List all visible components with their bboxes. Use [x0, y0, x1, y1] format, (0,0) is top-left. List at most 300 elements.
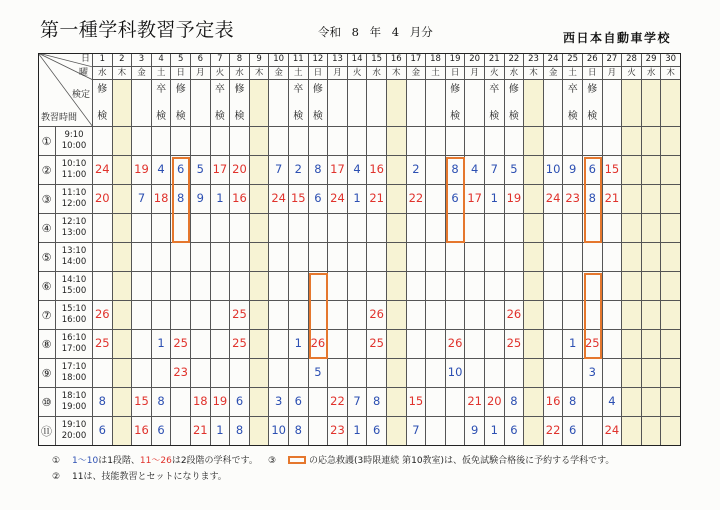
schedule-cell — [348, 214, 368, 243]
slot-number-cell — [38, 359, 56, 388]
schedule-cell — [642, 388, 662, 417]
schedule-cell — [446, 301, 466, 330]
slot-end-time: 20:00 — [61, 431, 87, 441]
schedule-cell — [132, 359, 152, 388]
schedule-cell — [171, 272, 191, 301]
day-number: 30 — [665, 54, 677, 65]
schedule-cell — [387, 330, 407, 359]
schedule-cell — [544, 243, 564, 272]
note-marker: ① — [52, 456, 61, 466]
lecture-number: 21 — [604, 191, 620, 206]
schedule-cell — [563, 156, 583, 185]
exam-cell — [191, 80, 211, 127]
lecture-number: 7 — [275, 162, 283, 177]
weekday-cell — [328, 67, 348, 80]
schedule-cell — [485, 330, 505, 359]
schedule-cell — [446, 243, 466, 272]
schedule-cell — [348, 359, 368, 388]
lecture-number: 4 — [608, 394, 616, 409]
schedule-cell — [661, 214, 681, 243]
day-number: 12 — [312, 54, 324, 65]
schedule-cell — [485, 272, 505, 301]
schedule-cell — [524, 388, 544, 417]
lecture-number: 23 — [565, 191, 580, 206]
lecture-number: 25 — [232, 336, 247, 351]
schedule-table — [38, 53, 681, 446]
schedule-cell — [132, 243, 152, 272]
schedule-cell — [642, 417, 662, 446]
lecture-number: 6 — [294, 394, 302, 409]
day-number: 1 — [99, 54, 105, 65]
exam-mark: 検 — [489, 111, 500, 122]
schedule-cell — [465, 388, 485, 417]
lecture-number: 26 — [506, 307, 522, 322]
schedule-cell — [603, 127, 623, 156]
schedule-cell — [387, 417, 407, 446]
weekday: 火 — [627, 67, 636, 78]
note-text: 11は、技能教習とセットになります。 — [72, 472, 227, 482]
schedule-cell — [348, 388, 368, 417]
legend-box-icon — [288, 456, 306, 464]
schedule-cell — [230, 214, 250, 243]
lecture-number: 1 — [216, 191, 224, 206]
slot-number-cell — [38, 301, 56, 330]
schedule-cell — [367, 243, 387, 272]
schedule-cell — [269, 388, 289, 417]
schedule-cell — [289, 156, 309, 185]
day-number-cell — [367, 53, 387, 67]
day-number: 2 — [119, 54, 125, 65]
day-number-cell — [544, 53, 564, 67]
schedule-cell — [113, 388, 133, 417]
schedule-cell — [309, 359, 329, 388]
day-number: 4 — [158, 54, 164, 65]
slot-time-cell — [56, 330, 93, 359]
day-number: 19 — [449, 54, 461, 65]
schedule-cell — [367, 185, 387, 214]
schedule-cell — [505, 127, 525, 156]
day-number-cell — [426, 53, 446, 67]
lecture-number: 8 — [235, 423, 244, 438]
weekday-cell — [524, 67, 544, 80]
note-text: は1段階、 — [98, 456, 140, 466]
schedule-cell — [269, 185, 289, 214]
schedule-cell — [113, 417, 133, 446]
lecture-number: 8 — [98, 394, 106, 409]
schedule-cell — [642, 214, 662, 243]
lecture-number: 6 — [588, 162, 596, 177]
schedule-cell — [583, 127, 603, 156]
schedule-cell — [367, 272, 387, 301]
schedule-cell — [269, 243, 289, 272]
weekday: 火 — [352, 67, 362, 78]
exam-cell — [328, 80, 348, 127]
schedule-cell — [152, 214, 172, 243]
schedule-cell — [505, 301, 525, 330]
lecture-number: 21 — [369, 191, 384, 206]
exam-type: 卒 — [293, 84, 304, 95]
schedule-cell — [603, 185, 623, 214]
slot-start-time: 9:10 — [64, 130, 84, 140]
page-title: 第一種学科教習予定表 — [40, 19, 235, 41]
day-number-cell — [152, 53, 172, 67]
lecture-number: 22 — [545, 423, 561, 438]
lecture-number: 26 — [447, 336, 463, 351]
schedule-cell — [387, 127, 407, 156]
schedule-cell — [603, 417, 623, 446]
lecture-number: 15 — [408, 394, 424, 409]
weekday-cell — [544, 67, 564, 80]
schedule-cell — [465, 243, 485, 272]
slot-number-cell — [38, 388, 56, 417]
slot-start-time: 11:10 — [61, 188, 87, 198]
schedule-cell — [171, 243, 191, 272]
schedule-cell — [524, 127, 544, 156]
schedule-cell — [348, 243, 368, 272]
day-number-cell — [348, 53, 368, 67]
day-number: 26 — [586, 54, 598, 65]
schedule-cell — [505, 388, 525, 417]
lecture-number: 19 — [212, 394, 228, 409]
exam-cell — [485, 80, 505, 127]
schedule-cell — [642, 272, 662, 301]
schedule-cell — [622, 185, 642, 214]
schedule-cell — [152, 417, 172, 446]
schedule-cell — [211, 156, 231, 185]
schedule-cell — [211, 301, 231, 330]
lecture-number: 5 — [314, 365, 322, 380]
schedule-cell — [465, 185, 485, 214]
schedule-cell — [132, 417, 152, 446]
schedule-cell — [152, 359, 172, 388]
schedule-cell — [113, 272, 133, 301]
schedule-cell — [387, 359, 407, 388]
exam-cell — [348, 80, 368, 127]
exam-cell — [171, 80, 191, 127]
lecture-number: 16 — [232, 191, 247, 206]
lecture-number: 15 — [604, 162, 620, 177]
day-number: 17 — [410, 54, 422, 65]
weekday: 日 — [588, 67, 597, 78]
schedule-cell — [387, 301, 407, 330]
schedule-cell — [230, 272, 250, 301]
schedule-cell — [426, 330, 446, 359]
schedule-cell — [113, 301, 133, 330]
weekday-cell — [250, 67, 270, 80]
weekday: 月 — [333, 67, 342, 78]
schedule-cell — [269, 156, 289, 185]
note-marker: ③ — [268, 456, 277, 466]
slot-number: ⑩ — [41, 395, 52, 409]
weekday: 水 — [509, 67, 519, 78]
schedule-cell — [367, 301, 387, 330]
lecture-number: 1 — [569, 336, 577, 351]
exam-cell — [269, 80, 289, 127]
lecture-number: 16 — [545, 394, 561, 409]
lecture-number: 25 — [369, 336, 384, 351]
schedule-cell — [309, 388, 329, 417]
schedule-cell — [642, 330, 662, 359]
weekday-cell — [446, 67, 466, 80]
schedule-cell — [132, 185, 152, 214]
lecture-number: 6 — [235, 394, 244, 409]
emergency-lecture-box — [584, 157, 603, 243]
schedule-cell — [524, 272, 544, 301]
schedule-cell — [230, 185, 250, 214]
lecture-number: 23 — [330, 423, 345, 438]
weekday: 木 — [666, 67, 675, 78]
schedule-cell — [250, 156, 270, 185]
slot-number: ② — [41, 163, 52, 177]
weekday: 土 — [294, 67, 303, 78]
schedule-cell — [465, 417, 485, 446]
schedule-cell — [289, 214, 309, 243]
schedule-cell — [661, 359, 681, 388]
exam-mark: 検 — [508, 111, 519, 122]
exam-type: 卒 — [156, 84, 167, 95]
lecture-number: 25 — [173, 336, 188, 351]
schedule-cell — [93, 388, 113, 417]
day-number-cell — [622, 53, 642, 67]
lecture-number: 24 — [604, 423, 620, 438]
weekday: 火 — [215, 67, 225, 78]
schedule-cell — [465, 127, 485, 156]
schedule-cell — [661, 330, 681, 359]
schedule-cell — [250, 330, 270, 359]
schedule-cell — [622, 359, 642, 388]
lecture-number: 9 — [471, 423, 479, 438]
lecture-number: 17 — [330, 162, 345, 177]
lecture-number: 25 — [94, 336, 110, 351]
weekday-cell — [426, 67, 446, 80]
schedule-cell — [524, 185, 544, 214]
schedule-cell — [661, 127, 681, 156]
schedule-cell — [191, 272, 211, 301]
schedule-cell — [387, 272, 407, 301]
day-number: 5 — [177, 54, 184, 65]
weekday-cell — [465, 67, 485, 80]
slot-time-cell — [56, 243, 93, 272]
slot-end-time: 10:00 — [61, 141, 87, 151]
lecture-number: 7 — [490, 162, 498, 177]
schedule-cell — [250, 417, 270, 446]
schedule-cell — [505, 243, 525, 272]
schedule-cell — [328, 301, 348, 330]
exam-cell — [642, 80, 662, 127]
day-number-cell — [211, 53, 231, 67]
schedule-cell — [387, 388, 407, 417]
day-number: 24 — [547, 54, 559, 65]
schedule-cell — [485, 185, 505, 214]
weekday: 月 — [196, 67, 205, 78]
schedule-cell — [211, 388, 231, 417]
day-number: 15 — [371, 54, 383, 65]
lecture-number: 7 — [353, 394, 361, 409]
lecture-number: 10 — [545, 162, 561, 177]
lecture-number: 8 — [157, 394, 165, 409]
note-marker: ② — [52, 472, 61, 482]
slot-start-time: 13:10 — [61, 246, 87, 256]
slot-time-cell — [56, 301, 93, 330]
exam-type: 修 — [587, 84, 598, 95]
emergency-lecture-box — [446, 157, 465, 243]
slot-number: ⑦ — [41, 308, 52, 322]
schedule-cell — [289, 272, 309, 301]
weekday-cell — [387, 67, 407, 80]
schedule-cell — [622, 330, 642, 359]
lecture-number: 10 — [271, 423, 286, 438]
weekday-cell — [661, 67, 681, 80]
schedule-cell — [113, 359, 133, 388]
schedule-cell — [485, 214, 505, 243]
schedule-cell — [171, 388, 191, 417]
schedule-cell — [407, 156, 427, 185]
lecture-number: 15 — [290, 191, 306, 206]
schedule-cell — [113, 156, 133, 185]
schedule-cell — [407, 185, 427, 214]
schedule-cell — [485, 127, 505, 156]
lecture-number: 3 — [588, 365, 596, 380]
schedule-cell — [113, 330, 133, 359]
weekday: 木 — [392, 67, 401, 78]
schedule-cell — [230, 388, 250, 417]
schedule-cell — [465, 301, 485, 330]
schedule-cell — [309, 156, 329, 185]
schedule-cell — [132, 127, 152, 156]
lecture-number: 5 — [196, 162, 204, 177]
schedule-cell — [289, 243, 309, 272]
period-label: 令和 8 年 4 月分 — [318, 25, 433, 39]
schedule-cell — [387, 185, 407, 214]
schedule-cell — [426, 243, 446, 272]
schedule-cell — [348, 127, 368, 156]
weekday-cell — [642, 67, 662, 80]
lecture-number: 1 — [490, 423, 498, 438]
weekday: 月 — [607, 67, 617, 78]
exam-cell — [661, 80, 681, 127]
slot-time-cell — [56, 359, 93, 388]
lecture-number: 24 — [271, 191, 286, 206]
exam-mark: 検 — [293, 111, 304, 122]
schedule-cell — [132, 301, 152, 330]
schedule-cell — [544, 417, 564, 446]
schedule-cell — [407, 214, 427, 243]
slot-end-time: 13:00 — [61, 228, 87, 238]
schedule-cell — [152, 243, 172, 272]
schedule-cell — [661, 185, 681, 214]
lecture-number: 1 — [353, 191, 361, 206]
lecture-number: 19 — [506, 191, 522, 206]
lecture-number: 23 — [173, 365, 188, 380]
schedule-cell — [171, 359, 191, 388]
weekday-cell — [563, 67, 583, 80]
exam-mark: 検 — [214, 111, 225, 122]
day-number-cell — [642, 53, 662, 67]
schedule-cell — [505, 330, 525, 359]
weekday: 月 — [470, 67, 479, 78]
schedule-cell — [171, 417, 191, 446]
lecture-number: 8 — [373, 394, 381, 409]
lecture-number: 18 — [192, 394, 208, 409]
schedule-cell — [407, 301, 427, 330]
schedule-cell — [622, 127, 642, 156]
slot-start-time: 19:10 — [61, 420, 87, 430]
lecture-number: 21 — [467, 394, 482, 409]
schedule-cell — [328, 214, 348, 243]
day-number: 8 — [236, 54, 243, 65]
slot-number-cell — [38, 127, 56, 156]
exam-cell — [603, 80, 623, 127]
lecture-number: 16 — [134, 423, 149, 438]
schedule-cell — [465, 359, 485, 388]
schedule-cell — [622, 243, 642, 272]
exam-mark: 検 — [175, 111, 186, 122]
lecture-number: 9 — [569, 162, 577, 177]
day-number: 7 — [217, 54, 223, 65]
schedule-cell — [583, 417, 603, 446]
day-number: 14 — [351, 54, 363, 65]
schedule-cell — [603, 214, 623, 243]
schedule-cell — [328, 417, 348, 446]
day-number-cell — [289, 53, 309, 67]
weekday-cell — [230, 67, 250, 80]
slot-end-time: 11:00 — [61, 170, 87, 180]
lecture-number: 6 — [373, 423, 381, 438]
schedule-cell — [642, 243, 662, 272]
schedule-cell — [211, 243, 231, 272]
weekday: 土 — [156, 67, 166, 78]
day-number: 22 — [508, 54, 520, 65]
weekday: 土 — [568, 67, 577, 78]
weekday-cell — [407, 67, 427, 80]
schedule-cell — [465, 272, 485, 301]
schedule-cell — [563, 214, 583, 243]
exam-cell — [367, 80, 387, 127]
schedule-cell — [407, 417, 427, 446]
schedule-cell — [93, 243, 113, 272]
schedule-cell — [191, 127, 211, 156]
lecture-number: 20 — [232, 162, 247, 177]
schedule-cell — [407, 388, 427, 417]
schedule-cell — [367, 127, 387, 156]
schedule-cell — [250, 127, 270, 156]
schedule-cell — [93, 214, 113, 243]
day-number-cell — [583, 53, 603, 67]
weekday-cell — [93, 67, 113, 80]
schedule-cell — [152, 301, 172, 330]
schedule-cell — [230, 243, 250, 272]
schedule-cell — [367, 330, 387, 359]
exam-cell — [524, 80, 544, 127]
schedule-cell — [93, 301, 113, 330]
slot-number: ⑧ — [41, 337, 52, 351]
lecture-number: 24 — [94, 162, 110, 177]
slot-number: ④ — [41, 221, 52, 235]
schedule-cell — [152, 185, 172, 214]
schedule-cell — [622, 156, 642, 185]
schedule-cell — [505, 185, 525, 214]
schedule-cell — [328, 156, 348, 185]
lecture-number: 6 — [157, 423, 165, 438]
schedule-cell — [132, 156, 152, 185]
schedule-cell — [289, 359, 309, 388]
lecture-number: 2 — [412, 162, 420, 177]
schedule-cell — [465, 330, 485, 359]
slot-number-cell — [38, 330, 56, 359]
slot-number: ⑤ — [41, 250, 52, 264]
schedule-cell — [387, 156, 407, 185]
exam-cell — [563, 80, 583, 127]
